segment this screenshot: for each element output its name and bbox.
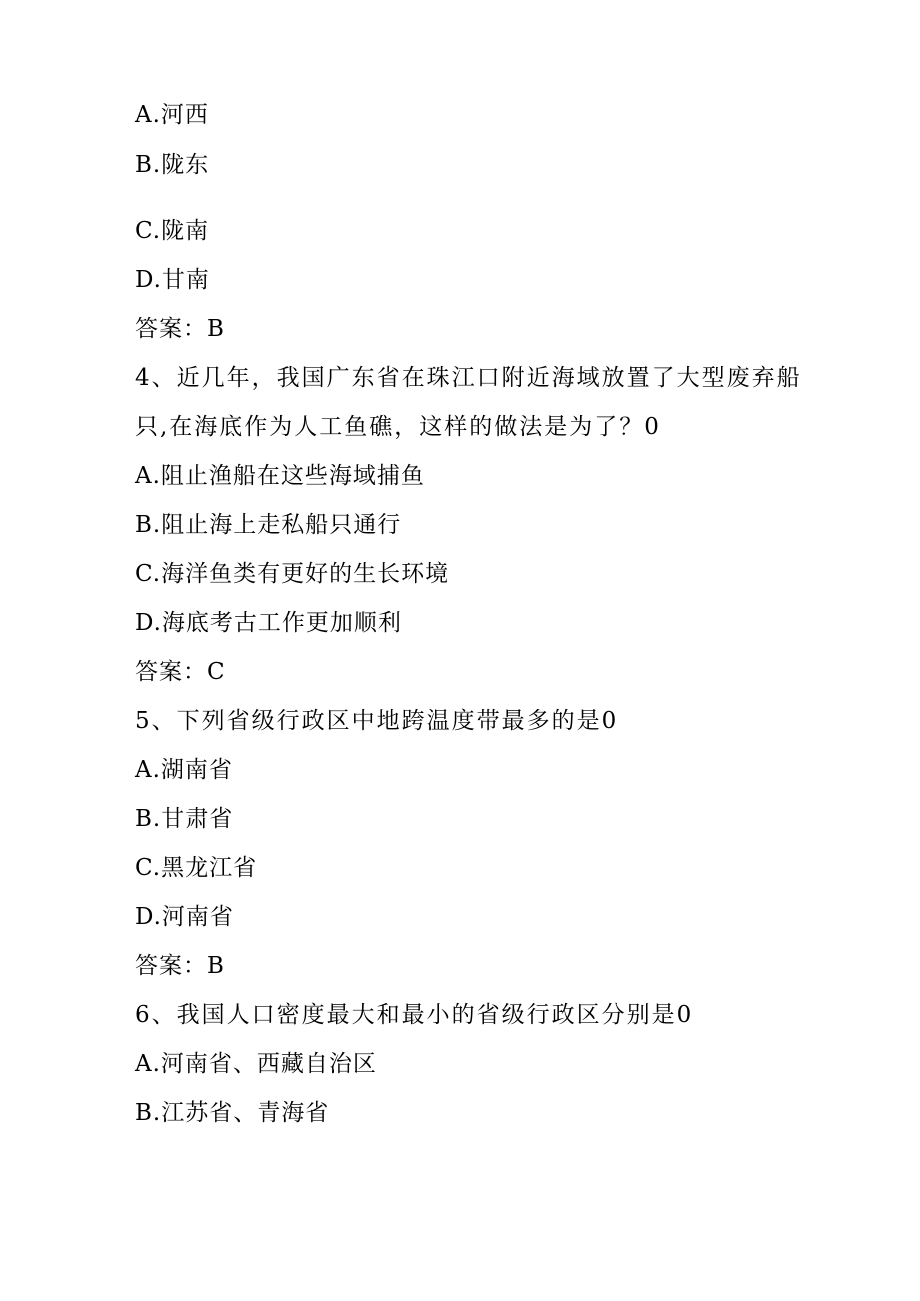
q3-option-c: C.陇南 (135, 218, 210, 244)
q3-option-b: B.陇东 (135, 152, 210, 178)
q5-option-c: C.黑龙江省 (135, 855, 258, 881)
q4-option-d: D.海底考古工作更加顺利 (135, 610, 402, 636)
q3-option-d: D.甘南 (135, 267, 210, 293)
q5-option-b: B.甘肃省 (135, 806, 234, 832)
q4-stem-line2: 只,在海底作为人工鱼礁，这样的做法是为了？0 (135, 414, 661, 440)
q5-answer: 答案：B (135, 953, 225, 979)
q6-option-a: A.河南省、西藏自治区 (135, 1051, 377, 1077)
q4-option-c: C.海洋鱼类有更好的生长环境 (135, 561, 450, 587)
q5-option-d: D.河南省 (135, 904, 234, 930)
q4-option-a: A.阻止渔船在这些海域捕鱼 (135, 463, 425, 489)
q6-option-b: B.江苏省、青海省 (135, 1100, 330, 1126)
q6-stem: 6、我国人口密度最大和最小的省级行政区分别是0 (135, 1002, 694, 1028)
q4-answer: 答案：C (135, 659, 226, 685)
q4-option-b: B.阻止海上走私船只通行 (135, 512, 402, 538)
q5-stem: 5、下列省级行政区中地跨温度带最多的是0 (135, 708, 619, 734)
q3-option-a: A.河西 (135, 102, 209, 128)
q3-answer: 答案：B (135, 316, 225, 342)
q4-stem-line1: 4、近几年，我国广东省在珠江口附近海域放置了大型废弃船 (135, 365, 802, 391)
q5-option-a: A.湖南省 (135, 757, 233, 783)
